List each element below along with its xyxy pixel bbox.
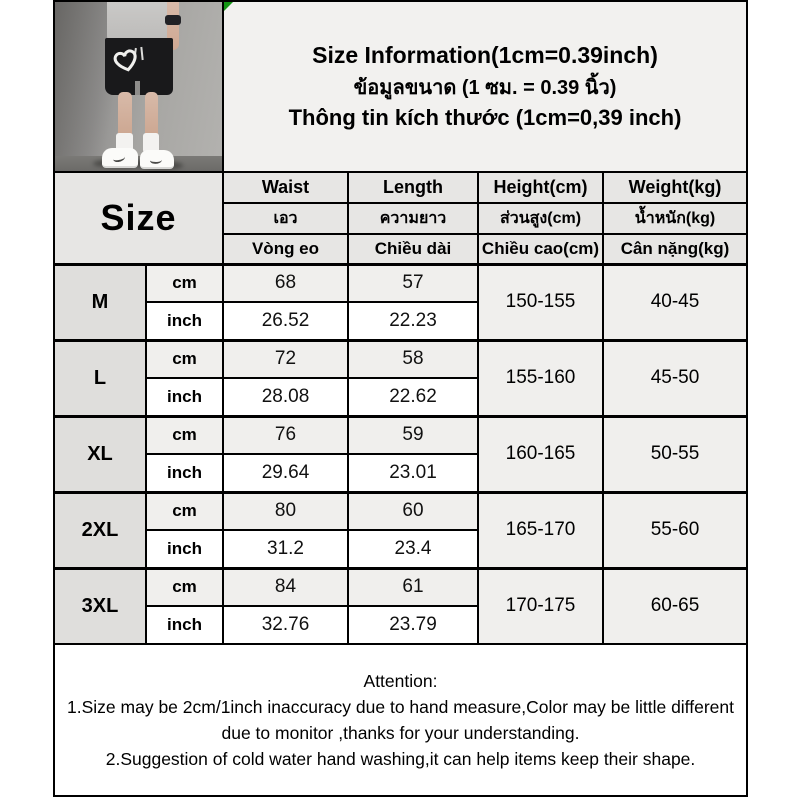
l-waist-cm: 72 bbox=[223, 340, 348, 378]
header-length-th: ความยาว bbox=[348, 203, 478, 234]
unit-cm-label: cm bbox=[146, 416, 223, 454]
unit-inch-label: inch bbox=[146, 530, 223, 568]
unit-inch-label: inch bbox=[146, 454, 223, 492]
attention-note-cell bbox=[54, 644, 747, 796]
l-height-range: 155-160 bbox=[478, 340, 603, 416]
header-waist-en: Waist bbox=[223, 172, 348, 203]
green-corner-marker-icon bbox=[224, 2, 233, 11]
unit-cm-label: cm bbox=[146, 568, 223, 606]
unit-inch-label: inch bbox=[146, 378, 223, 416]
header-length-vi: Chiều dài bbox=[348, 234, 478, 264]
row-2xl-cm bbox=[54, 492, 747, 530]
title-block bbox=[224, 42, 746, 131]
header-length-en: Length bbox=[348, 172, 478, 203]
unit-cm-label: cm bbox=[146, 264, 223, 302]
header-waist-th: เอว bbox=[223, 203, 348, 234]
size-l-label: L bbox=[54, 340, 146, 416]
3xl-length-cm: 61 bbox=[348, 568, 478, 606]
l-length-cm: 58 bbox=[348, 340, 478, 378]
attention-line-3: 2.Suggestion of cold water hand washing,it can help items keep their shape. bbox=[105, 749, 696, 769]
attention-row bbox=[54, 644, 747, 796]
xl-height-range: 160-165 bbox=[478, 416, 603, 492]
model-watch bbox=[165, 15, 181, 25]
row-3xl-cm bbox=[54, 568, 747, 606]
2xl-waist-inch: 31.2 bbox=[223, 530, 348, 568]
header-weight-en: Weight(kg) bbox=[603, 172, 747, 203]
unit-cm-label: cm bbox=[146, 340, 223, 378]
3xl-waist-cm: 84 bbox=[223, 568, 348, 606]
m-length-inch: 22.23 bbox=[348, 302, 478, 340]
unit-inch-label: inch bbox=[146, 302, 223, 340]
3xl-waist-inch: 32.76 bbox=[223, 606, 348, 644]
m-waist-inch: 26.52 bbox=[223, 302, 348, 340]
m-height-range: 150-155 bbox=[478, 264, 603, 340]
attention-heading: Attention: bbox=[363, 671, 438, 691]
row-l-cm bbox=[54, 340, 747, 378]
size-2xl-label: 2XL bbox=[54, 492, 146, 568]
header-row-english bbox=[54, 172, 747, 203]
unit-inch-label: inch bbox=[146, 606, 223, 644]
l-weight-range: 45-50 bbox=[603, 340, 747, 416]
header-height-vi: Chiều cao(cm) bbox=[478, 234, 603, 264]
title-vietnamese: Thông tin kích thước (1cm=0,39 inch) bbox=[288, 105, 682, 130]
m-waist-cm: 68 bbox=[223, 264, 348, 302]
header-weight-vi: Cân nặng(kg) bbox=[603, 234, 747, 264]
3xl-weight-range: 60-65 bbox=[603, 568, 747, 644]
header-height-th: ส่วนสูง(cm) bbox=[478, 203, 603, 234]
m-weight-range: 40-45 bbox=[603, 264, 747, 340]
2xl-length-cm: 60 bbox=[348, 492, 478, 530]
2xl-length-inch: 23.4 bbox=[348, 530, 478, 568]
row-m-cm bbox=[54, 264, 747, 302]
3xl-length-inch: 23.79 bbox=[348, 606, 478, 644]
header-height-en: Height(cm) bbox=[478, 172, 603, 203]
size-column-header: Size bbox=[54, 172, 223, 264]
m-length-cm: 57 bbox=[348, 264, 478, 302]
product-photo-cell bbox=[54, 1, 223, 172]
l-waist-inch: 28.08 bbox=[223, 378, 348, 416]
2xl-height-range: 165-170 bbox=[478, 492, 603, 568]
product-photo bbox=[55, 2, 222, 171]
size-m-label: M bbox=[54, 264, 146, 340]
unit-cm-label: cm bbox=[146, 492, 223, 530]
xl-waist-cm: 76 bbox=[223, 416, 348, 454]
xl-weight-range: 50-55 bbox=[603, 416, 747, 492]
size-table bbox=[53, 0, 748, 797]
top-row bbox=[54, 1, 747, 172]
xl-length-inch: 23.01 bbox=[348, 454, 478, 492]
header-waist-vi: Vòng eo bbox=[223, 234, 348, 264]
xl-waist-inch: 29.64 bbox=[223, 454, 348, 492]
l-length-inch: 22.62 bbox=[348, 378, 478, 416]
header-weight-th: น้ำหนัก(kg) bbox=[603, 203, 747, 234]
title-cell bbox=[223, 1, 747, 172]
attention-line-2: due to monitor ,thanks for your understanding. bbox=[221, 723, 580, 743]
2xl-weight-range: 55-60 bbox=[603, 492, 747, 568]
xl-length-cm: 59 bbox=[348, 416, 478, 454]
2xl-waist-cm: 80 bbox=[223, 492, 348, 530]
3xl-height-range: 170-175 bbox=[478, 568, 603, 644]
shorts-leg-gap bbox=[135, 81, 140, 95]
size-3xl-label: 3XL bbox=[54, 568, 146, 644]
title-english: Size Information(1cm=0.39inch) bbox=[312, 42, 658, 68]
title-thai: ข้อมูลขนาด (1 ซม. = 0.39 นิ้ว) bbox=[353, 77, 617, 99]
row-xl-cm bbox=[54, 416, 747, 454]
attention-line-1: 1.Size may be 2cm/1inch inaccuracy due to hand measure,Color may be little different bbox=[67, 697, 734, 717]
size-xl-label: XL bbox=[54, 416, 146, 492]
model-tshirt bbox=[107, 2, 171, 42]
